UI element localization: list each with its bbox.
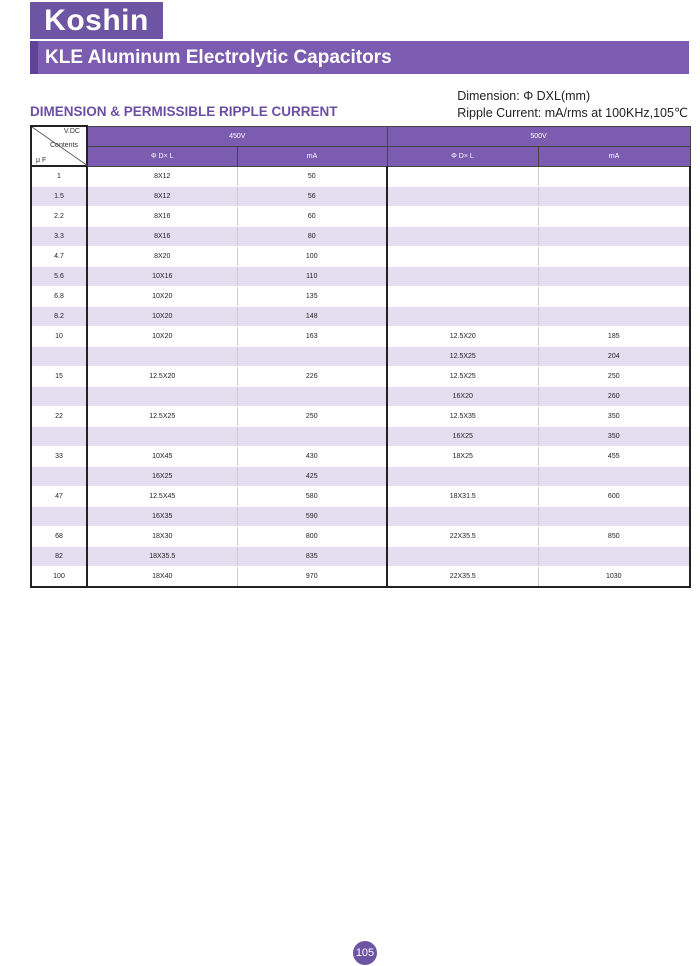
corner-vdc-label: V.DC bbox=[63, 128, 80, 135]
ma-450-cell: 100 bbox=[237, 247, 387, 267]
ma-500-cell bbox=[538, 207, 690, 227]
capacitance-cell: 1.5 bbox=[31, 187, 87, 207]
dim-500-cell bbox=[387, 207, 538, 227]
dim-500-cell bbox=[387, 507, 538, 527]
table-row bbox=[31, 487, 690, 507]
ma-450-cell: 425 bbox=[237, 467, 387, 487]
voltage-500-header: 500V bbox=[387, 126, 690, 146]
ma-500-cell: 250 bbox=[538, 367, 690, 387]
table-row bbox=[31, 447, 690, 467]
ma-450-cell: 148 bbox=[237, 307, 387, 327]
ripple-note: Ripple Current: mA/rms at 100KHz,105℃ bbox=[457, 106, 688, 120]
dim-450-cell: 12.5X25 bbox=[87, 407, 237, 427]
dim-450-cell: 12.5X20 bbox=[87, 367, 237, 387]
dim-500-cell: 18X25 bbox=[387, 447, 538, 467]
dim-450-cell: 18X40 bbox=[87, 567, 237, 588]
dim-500-cell bbox=[387, 187, 538, 207]
ma-500-cell bbox=[538, 507, 690, 527]
ma-500-cell: 1030 bbox=[538, 567, 690, 588]
ma-450-cell: 800 bbox=[237, 527, 387, 547]
ma-500-cell: 600 bbox=[538, 487, 690, 507]
ma-450-cell: 590 bbox=[237, 507, 387, 527]
ma-500-cell bbox=[538, 547, 690, 567]
ma-500-cell bbox=[538, 247, 690, 267]
capacitance-cell: 82 bbox=[31, 547, 87, 567]
dim-500-cell: 16X20 bbox=[387, 387, 538, 407]
table-row bbox=[31, 387, 690, 407]
ma-500-cell: 850 bbox=[538, 527, 690, 547]
header-450-ma: mA bbox=[237, 146, 387, 166]
dim-450-cell bbox=[87, 387, 237, 407]
header-500-ma: mA bbox=[538, 146, 690, 166]
dim-450-cell: 10X45 bbox=[87, 447, 237, 467]
capacitance-cell: 1 bbox=[31, 166, 87, 187]
ma-500-cell bbox=[538, 307, 690, 327]
ma-500-cell: 350 bbox=[538, 427, 690, 447]
ma-450-cell: 970 bbox=[237, 567, 387, 588]
table-corner-cell bbox=[31, 126, 87, 166]
dim-500-cell: 12.5X35 bbox=[387, 407, 538, 427]
ma-500-cell bbox=[538, 467, 690, 487]
ma-450-cell bbox=[237, 427, 387, 447]
dim-450-cell: 8X12 bbox=[87, 187, 237, 207]
table-row bbox=[31, 207, 690, 227]
dim-450-cell: 8X12 bbox=[87, 166, 237, 187]
capacitance-cell bbox=[31, 507, 87, 527]
dim-450-cell: 8X16 bbox=[87, 207, 237, 227]
ma-500-cell: 260 bbox=[538, 387, 690, 407]
dim-450-cell: 18X30 bbox=[87, 527, 237, 547]
table-row bbox=[31, 527, 690, 547]
ma-500-cell bbox=[538, 287, 690, 307]
table-row bbox=[31, 166, 690, 187]
capacitance-cell: 33 bbox=[31, 447, 87, 467]
brand-logo: Koshin bbox=[30, 2, 163, 39]
capacitance-cell: 68 bbox=[31, 527, 87, 547]
dim-450-cell: 10X20 bbox=[87, 327, 237, 347]
dimension-note: Dimension: Φ DXL(mm) bbox=[457, 89, 591, 103]
dim-500-cell: 22X35.5 bbox=[387, 527, 538, 547]
ma-450-cell bbox=[237, 387, 387, 407]
capacitance-cell bbox=[31, 387, 87, 407]
ma-500-cell: 185 bbox=[538, 327, 690, 347]
table-row bbox=[31, 427, 690, 447]
table-row bbox=[31, 407, 690, 427]
capacitance-cell bbox=[31, 467, 87, 487]
capacitance-cell bbox=[31, 427, 87, 447]
dim-500-cell: 16X25 bbox=[387, 427, 538, 447]
ma-450-cell: 60 bbox=[237, 207, 387, 227]
dim-450-cell: 8X20 bbox=[87, 247, 237, 267]
dim-500-cell: 12.5X20 bbox=[387, 327, 538, 347]
capacitance-cell: 5.6 bbox=[31, 267, 87, 287]
dim-450-cell: 16X35 bbox=[87, 507, 237, 527]
table-row bbox=[31, 507, 690, 527]
header-500-dim: Φ D× L bbox=[387, 146, 538, 166]
dimension-info bbox=[457, 88, 688, 122]
spec-table bbox=[30, 125, 691, 588]
voltage-450-header: 450V bbox=[87, 126, 387, 146]
capacitance-cell: 47 bbox=[31, 487, 87, 507]
capacitance-cell: 10 bbox=[31, 327, 87, 347]
dim-450-cell: 10X20 bbox=[87, 307, 237, 327]
corner-uf-label: μ F bbox=[36, 157, 47, 164]
ma-450-cell: 580 bbox=[237, 487, 387, 507]
ma-450-cell: 80 bbox=[237, 227, 387, 247]
table-row bbox=[31, 567, 690, 588]
dim-450-cell: 12.5X45 bbox=[87, 487, 237, 507]
capacitance-cell: 100 bbox=[31, 567, 87, 588]
dim-450-cell bbox=[87, 427, 237, 447]
ma-450-cell: 163 bbox=[237, 327, 387, 347]
ma-500-cell: 204 bbox=[538, 347, 690, 367]
table-row bbox=[31, 367, 690, 387]
ma-450-cell bbox=[237, 347, 387, 367]
dim-450-cell: 10X16 bbox=[87, 267, 237, 287]
dim-450-cell: 10X20 bbox=[87, 287, 237, 307]
capacitance-cell: 6.8 bbox=[31, 287, 87, 307]
table-row bbox=[31, 467, 690, 487]
dim-500-cell bbox=[387, 547, 538, 567]
table-row bbox=[31, 287, 690, 307]
section-title: DIMENSION & PERMISSIBLE RIPPLE CURRENT bbox=[30, 104, 338, 119]
dim-450-cell: 18X35.5 bbox=[87, 547, 237, 567]
ma-500-cell bbox=[538, 187, 690, 207]
capacitance-cell bbox=[31, 347, 87, 367]
capacitance-cell: 15 bbox=[31, 367, 87, 387]
ma-450-cell: 835 bbox=[237, 547, 387, 567]
dim-500-cell bbox=[387, 166, 538, 187]
dim-500-cell bbox=[387, 267, 538, 287]
table-row bbox=[31, 267, 690, 287]
dim-450-cell: 8X16 bbox=[87, 227, 237, 247]
ma-450-cell: 56 bbox=[237, 187, 387, 207]
dim-500-cell bbox=[387, 287, 538, 307]
capacitance-cell: 4.7 bbox=[31, 247, 87, 267]
header-450-dim: Φ D× L bbox=[87, 146, 237, 166]
title-bar bbox=[30, 41, 689, 74]
table-row bbox=[31, 327, 690, 347]
dim-500-cell: 22X35.5 bbox=[387, 567, 538, 588]
ma-500-cell bbox=[538, 227, 690, 247]
capacitance-cell: 8.2 bbox=[31, 307, 87, 327]
ma-450-cell: 135 bbox=[237, 287, 387, 307]
voltage-header-row bbox=[31, 126, 690, 146]
page-title: KLE Aluminum Electrolytic Capacitors bbox=[45, 47, 392, 68]
dim-500-cell bbox=[387, 467, 538, 487]
dim-500-cell bbox=[387, 227, 538, 247]
ma-450-cell: 50 bbox=[237, 166, 387, 187]
table-row bbox=[31, 547, 690, 567]
ma-500-cell: 455 bbox=[538, 447, 690, 467]
table-row bbox=[31, 347, 690, 367]
ma-500-cell bbox=[538, 166, 690, 187]
table-row bbox=[31, 247, 690, 267]
table-row bbox=[31, 227, 690, 247]
ma-450-cell: 430 bbox=[237, 447, 387, 467]
ma-450-cell: 250 bbox=[237, 407, 387, 427]
capacitance-cell: 22 bbox=[31, 407, 87, 427]
ma-500-cell bbox=[538, 267, 690, 287]
dim-500-cell bbox=[387, 307, 538, 327]
dim-450-cell bbox=[87, 347, 237, 367]
table-row bbox=[31, 307, 690, 327]
ma-500-cell: 350 bbox=[538, 407, 690, 427]
dim-500-cell bbox=[387, 247, 538, 267]
title-bar-accent bbox=[30, 41, 38, 74]
capacitance-cell: 3.3 bbox=[31, 227, 87, 247]
dim-450-cell: 16X25 bbox=[87, 467, 237, 487]
dim-500-cell: 12.5X25 bbox=[387, 367, 538, 387]
page-number: 105 bbox=[353, 941, 377, 965]
subheader-row bbox=[31, 146, 690, 166]
dim-500-cell: 18X31.5 bbox=[387, 487, 538, 507]
table-row bbox=[31, 187, 690, 207]
ma-450-cell: 110 bbox=[237, 267, 387, 287]
ma-450-cell: 226 bbox=[237, 367, 387, 387]
corner-contents-label: Contents bbox=[50, 142, 79, 149]
dim-500-cell: 12.5X25 bbox=[387, 347, 538, 367]
capacitance-cell: 2.2 bbox=[31, 207, 87, 227]
